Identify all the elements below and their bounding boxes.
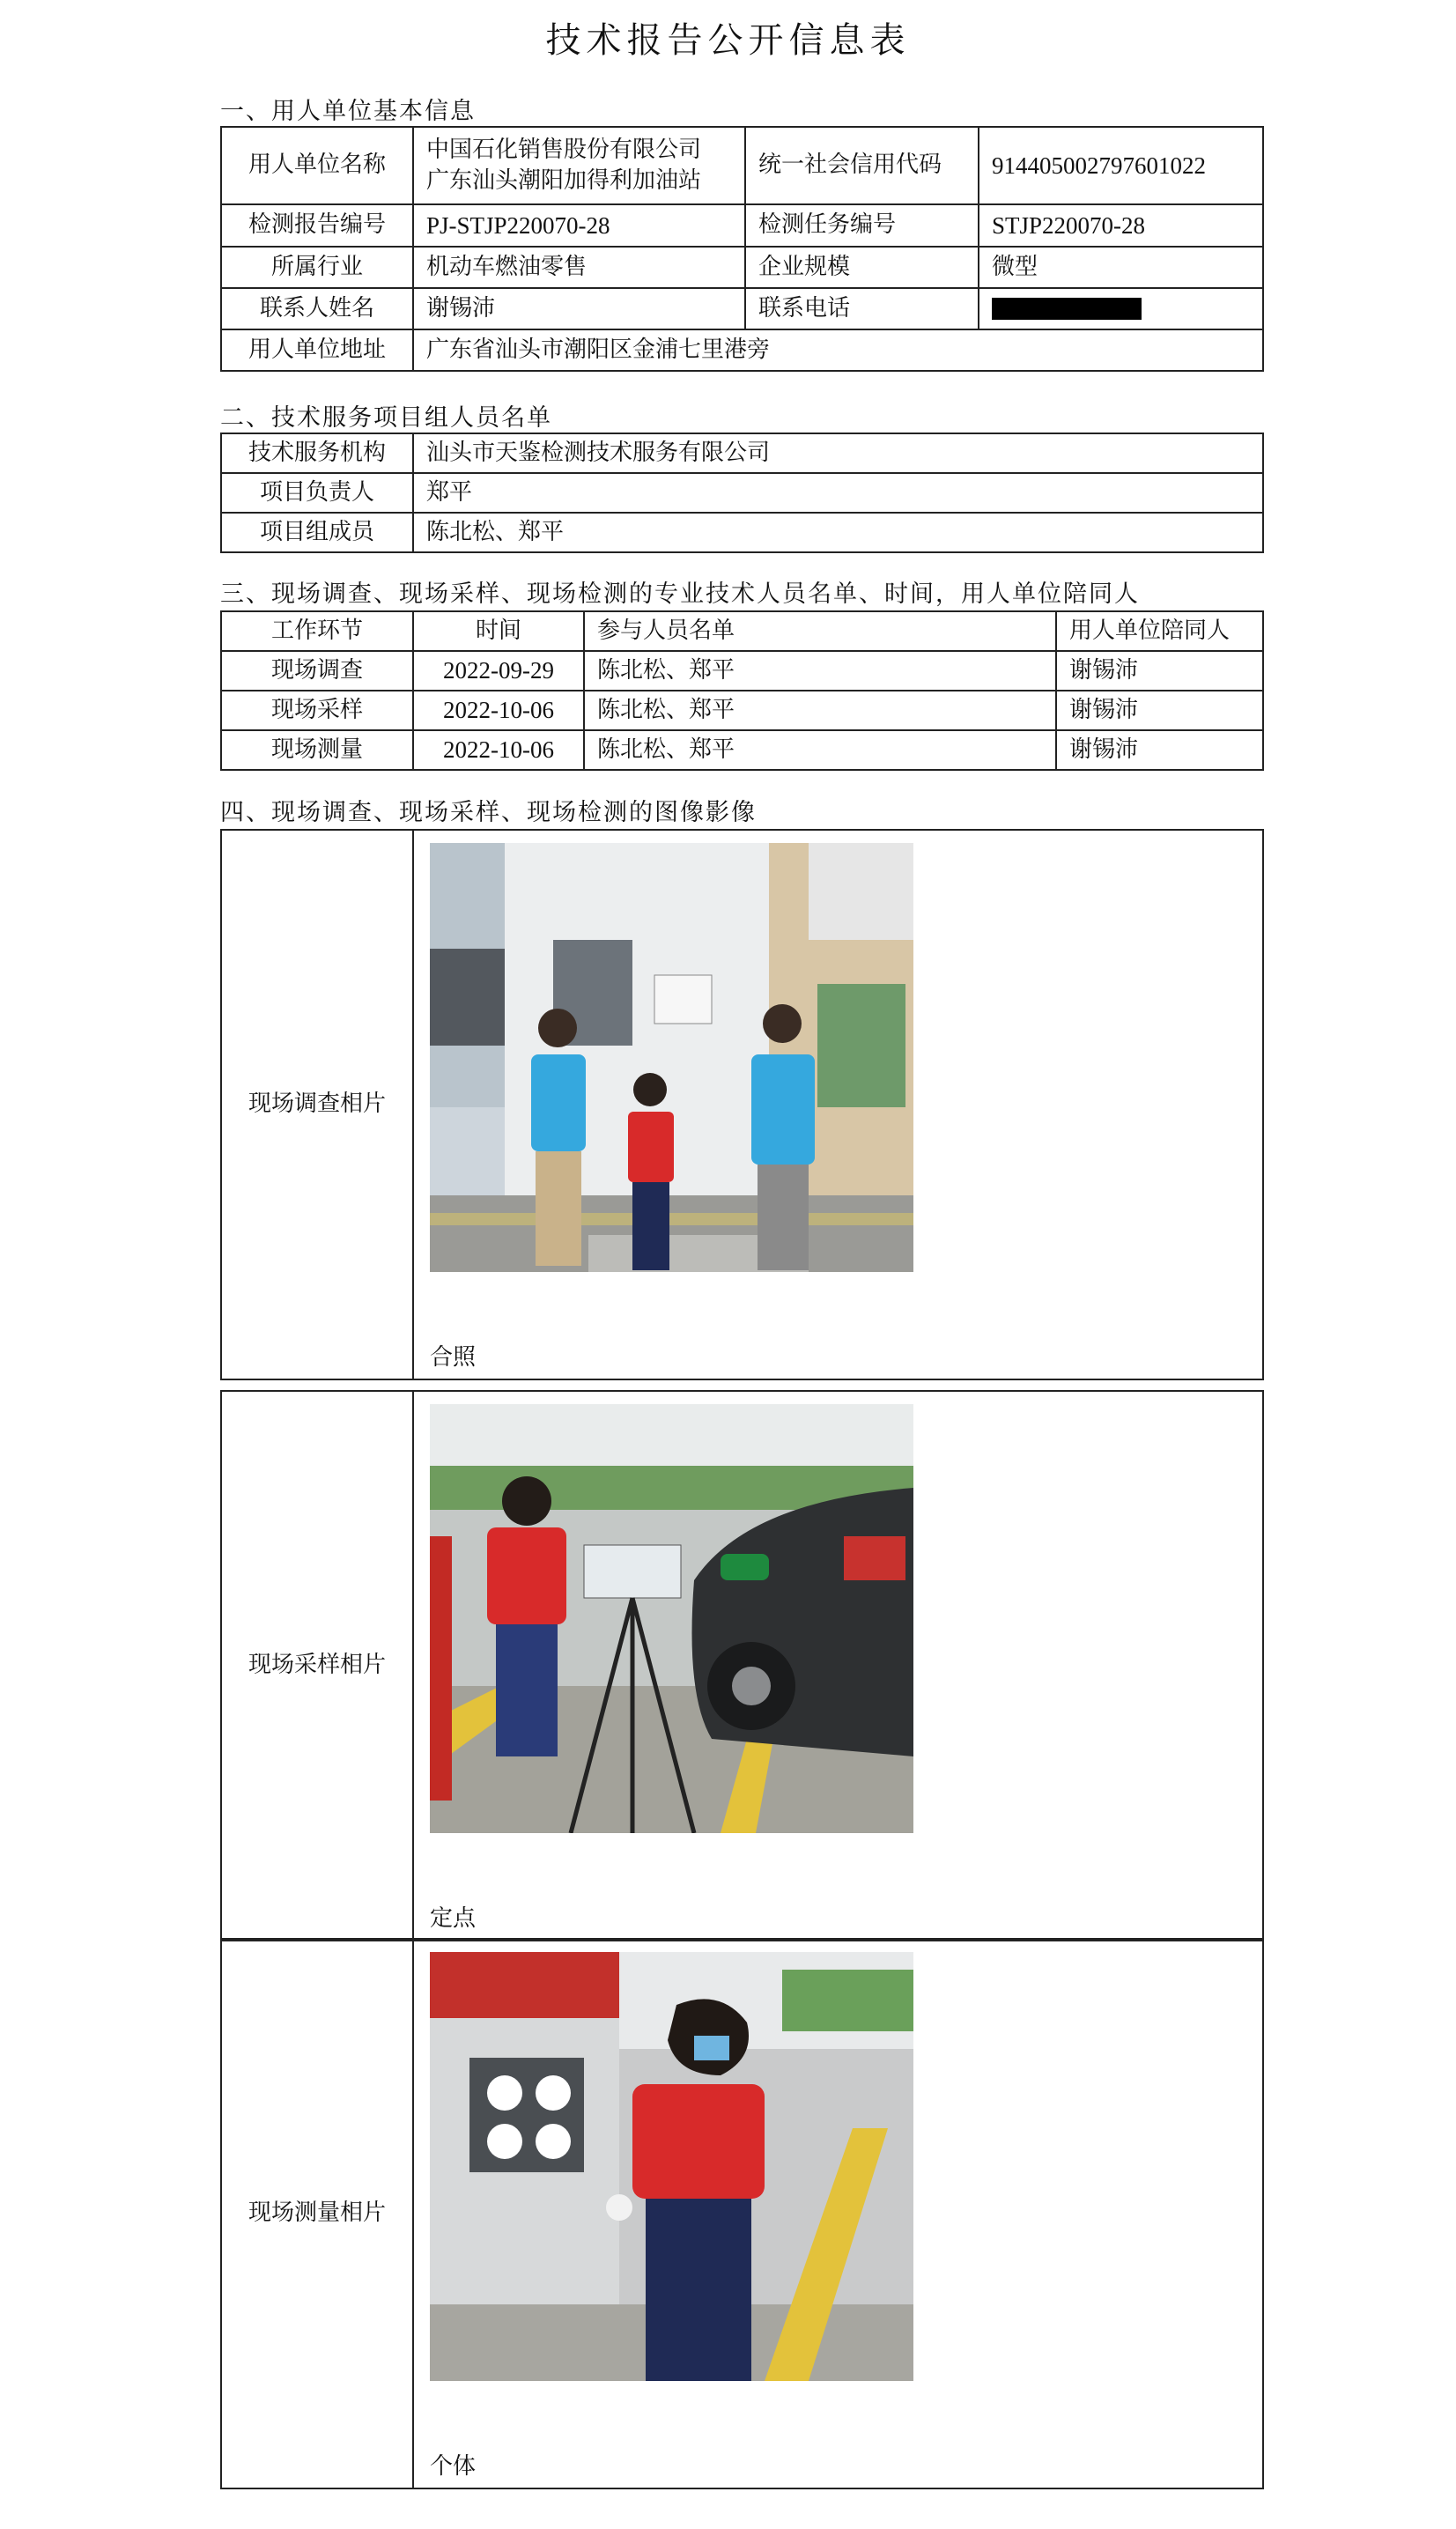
employer-name-line-1: 中国石化销售股份有限公司	[426, 136, 702, 163]
credit-code-value: 914405002797601022	[979, 127, 1263, 204]
date-cell: 2022-10-06	[413, 730, 584, 770]
service-org-label: 技术服务机构	[221, 433, 413, 473]
scale-label: 企业规模	[745, 247, 979, 288]
header-stage: 工作环节	[221, 611, 413, 651]
project-lead-label: 项目负责人	[221, 473, 413, 513]
task-number-label: 检测任务编号	[745, 204, 979, 247]
industry-value: 机动车燃油零售	[413, 247, 745, 288]
stage-cell: 现场调查	[221, 651, 413, 691]
sampling-photo-label: 现场采样相片	[221, 1391, 413, 1941]
header-participants: 参与人员名单	[584, 611, 1056, 651]
credit-code-label: 统一社会信用代码	[745, 127, 979, 204]
escort-cell: 谢锡沛	[1056, 651, 1263, 691]
sampling-photo-caption: 定点	[430, 1904, 477, 1932]
document-title: 技术报告公开信息表	[545, 20, 911, 61]
header-escort: 用人单位陪同人	[1056, 611, 1263, 651]
participants-cell: 陈北松、郑平	[584, 651, 1056, 691]
phone-label: 联系电话	[745, 288, 979, 329]
participants-cell: 陈北松、郑平	[584, 730, 1056, 770]
personal-measurement-photo	[430, 1952, 913, 2381]
table-row	[221, 691, 1263, 730]
sampling-photo-cell	[413, 1391, 1263, 1941]
employer-name-value	[413, 127, 745, 204]
report-number-label: 检测报告编号	[221, 204, 413, 247]
section-3-heading: 三、现场调查、现场采样、现场检测的专业技术人员名单、时间，用人单位陪同人	[220, 580, 1140, 608]
contact-name-label: 联系人姓名	[221, 288, 413, 329]
measurement-photo-table	[220, 1938, 1264, 2489]
address-value: 广东省汕头市潮阳区金浦七里港旁	[413, 329, 1263, 371]
measurement-photo-cell	[413, 1939, 1263, 2488]
date-cell: 2022-09-29	[413, 651, 584, 691]
team-members-label: 项目组成员	[221, 513, 413, 552]
schedule-header-row	[221, 611, 1263, 651]
header-time: 时间	[413, 611, 584, 651]
service-org-value: 汕头市天鉴检测技术服务有限公司	[413, 433, 1263, 473]
participants-cell: 陈北松、郑平	[584, 691, 1056, 730]
schedule-table	[220, 610, 1264, 771]
date-cell: 2022-10-06	[413, 691, 584, 730]
measurement-photo-caption: 个体	[430, 2452, 477, 2480]
report-number-value: PJ-STJP220070-28	[413, 204, 745, 247]
employer-name-line-2: 广东汕头潮阳加得利加油站	[426, 167, 702, 194]
phone-value	[979, 288, 1263, 329]
table-row	[221, 730, 1263, 770]
team-members-value: 陈北松、郑平	[413, 513, 1263, 552]
stage-cell: 现场采样	[221, 691, 413, 730]
table-row	[221, 651, 1263, 691]
industry-label: 所属行业	[221, 247, 413, 288]
fixed-point-sampling-photo	[430, 1404, 913, 1833]
sampling-photo-table	[220, 1390, 1264, 1941]
basic-info-table	[220, 126, 1264, 372]
survey-photo-table	[220, 829, 1264, 1380]
scale-value: 微型	[979, 247, 1263, 288]
section-4-heading: 四、现场调查、现场采样、现场检测的图像影像	[220, 799, 757, 826]
section-2-heading: 二、技术服务项目组人员名单	[220, 404, 552, 432]
section-1-heading: 一、用人单位基本信息	[220, 98, 476, 125]
survey-photo-label: 现场调查相片	[221, 830, 413, 1379]
survey-photo-caption: 合照	[430, 1343, 477, 1371]
team-table	[220, 433, 1264, 553]
survey-photo-cell	[413, 830, 1263, 1379]
task-number-value: STJP220070-28	[979, 204, 1263, 247]
escort-cell: 谢锡沛	[1056, 691, 1263, 730]
address-label: 用人单位地址	[221, 329, 413, 371]
measurement-photo-label: 现场测量相片	[221, 1939, 413, 2488]
project-lead-value: 郑平	[413, 473, 1263, 513]
contact-name-value: 谢锡沛	[413, 288, 745, 329]
stage-cell: 现场测量	[221, 730, 413, 770]
redaction-bar	[992, 298, 1142, 320]
employer-name-label: 用人单位名称	[221, 127, 413, 204]
escort-cell: 谢锡沛	[1056, 730, 1263, 770]
group-photo	[430, 843, 913, 1272]
